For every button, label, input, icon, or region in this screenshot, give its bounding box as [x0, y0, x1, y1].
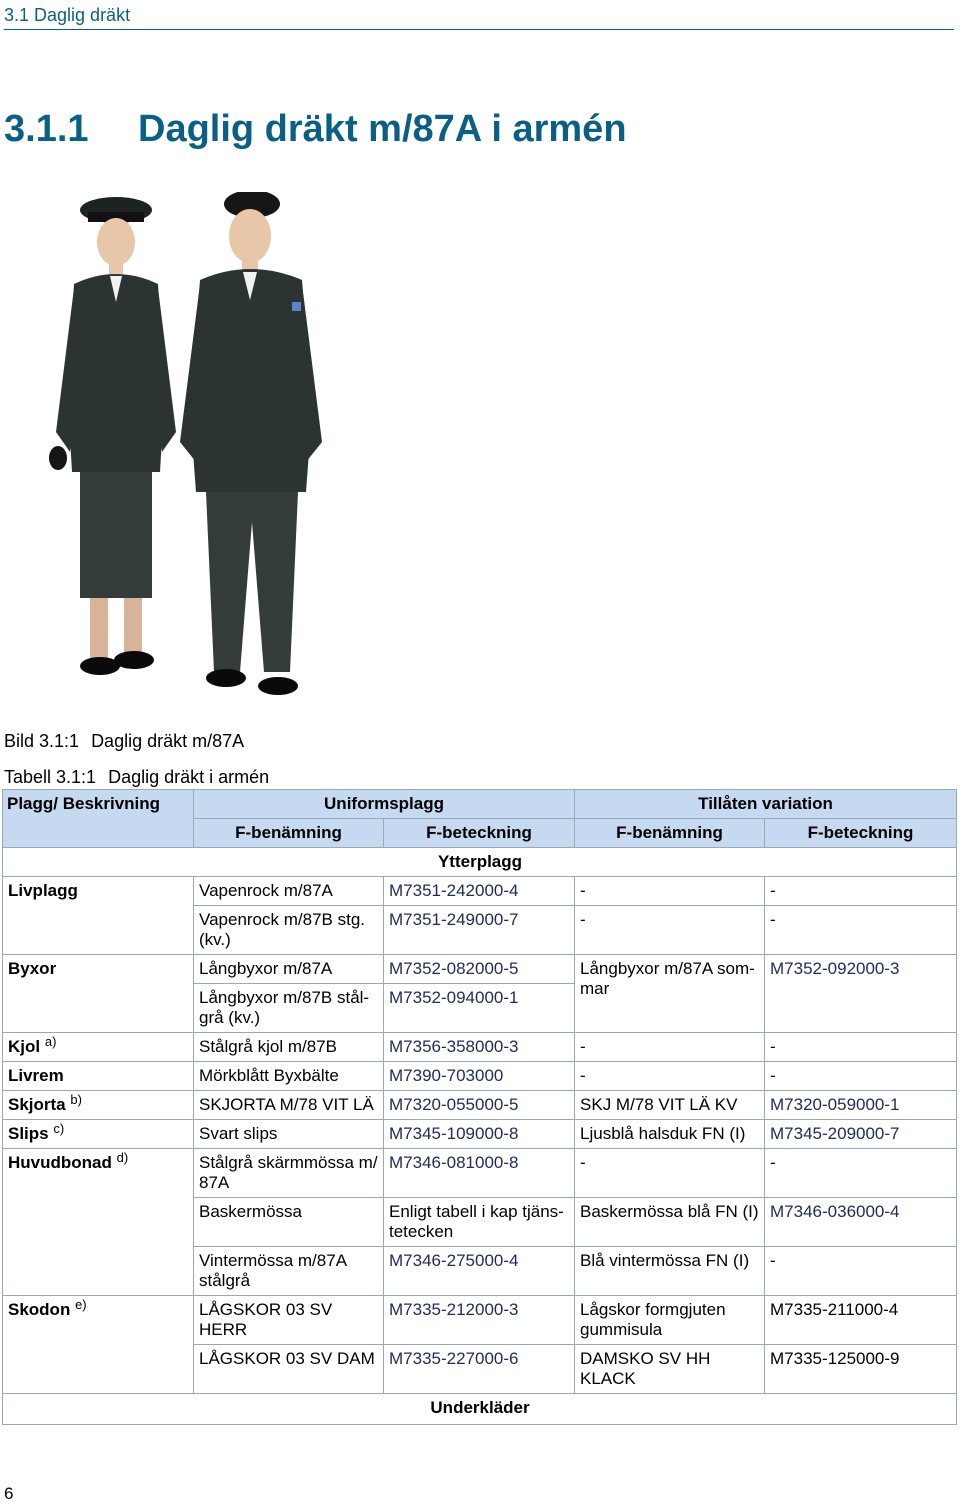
table-row: [3, 877, 957, 906]
header-variation-f-benamning: F-benämning: [575, 819, 765, 848]
cell-var-name: -: [575, 906, 765, 955]
cell-var-code: M7346-036000-4: [765, 1198, 957, 1247]
cell-name: Långbyxor m/87B stålgrå (kv.): [194, 984, 384, 1033]
cell-var-name: Baskermössa blå FN (I): [575, 1198, 765, 1247]
cell-name: SKJORTA M/78 VIT LÄ: [194, 1091, 384, 1120]
cell-var-code: -: [765, 877, 957, 906]
row-label-text: Skjorta: [8, 1095, 66, 1114]
cell-name: Vapenrock m/87B stg. (kv.): [194, 906, 384, 955]
cell-name: Vapenrock m/87A: [194, 877, 384, 906]
header-variation-f-beteckning: F-beteckning: [765, 819, 957, 848]
footnote-marker: b): [70, 1092, 82, 1107]
table-row: [3, 1247, 957, 1296]
cell-code: M7320-055000-5: [384, 1091, 575, 1120]
row-label-empty: [3, 1198, 194, 1247]
row-label-empty: [3, 906, 194, 955]
running-header: [4, 5, 954, 30]
cell-var-code: -: [765, 906, 957, 955]
cell-var-name: Blå vintermössa FN (I): [575, 1247, 765, 1296]
cell-code: M7346-081000-8: [384, 1149, 575, 1198]
section-heading-number: 3.1.1: [4, 108, 89, 150]
cell-code: M7351-242000-4: [384, 877, 575, 906]
cell-var-name: Långbyxor m/87A sommar: [575, 955, 765, 1033]
row-label-text: Kjol: [8, 1037, 41, 1056]
row-label-livrem: Livrem: [3, 1062, 194, 1091]
cell-var-code: -: [765, 1062, 957, 1091]
header-variation: Tillåten variation: [575, 790, 957, 819]
running-header-text: 3.1 Daglig dräkt: [4, 5, 131, 25]
cell-var-name: -: [575, 1149, 765, 1198]
header-uniformsplagg: Uniformsplagg: [194, 790, 575, 819]
row-label-kjol: [3, 1033, 194, 1062]
row-label-empty: [3, 984, 194, 1033]
cell-code: M7352-082000-5: [384, 955, 575, 984]
cell-var-name: DAMSKO SV HH KLACK: [575, 1345, 765, 1394]
cell-name: Stålgrå kjol m/87B: [194, 1033, 384, 1062]
footnote-marker: a): [44, 1034, 57, 1049]
table-caption-label: Tabell 3.1:1: [4, 767, 97, 787]
table-row: [3, 1198, 957, 1247]
cell-code: M7335-227000-6: [384, 1345, 575, 1394]
row-label-skodon: [3, 1296, 194, 1345]
row-label-huvudbonad: [3, 1149, 194, 1198]
cell-var-name: -: [575, 1033, 765, 1062]
cell-var-code: M7352-092000-3: [765, 955, 957, 1033]
table-caption: [4, 767, 269, 788]
cell-name: Långbyxor m/87A: [194, 955, 384, 984]
section-underklader: Underkläder: [3, 1394, 957, 1425]
section-row: [3, 848, 957, 877]
cell-code: M7356-358000-3: [384, 1033, 575, 1062]
figure-caption-title: Daglig dräkt m/87A: [91, 731, 245, 751]
cell-var-name: -: [575, 877, 765, 906]
table-row: [3, 1345, 957, 1394]
footnote-marker: d): [116, 1150, 129, 1165]
cell-var-name: SKJ M/78 VIT LÄ KV: [575, 1091, 765, 1120]
cell-code: M7345-109000-8: [384, 1120, 575, 1149]
cell-var-code: -: [765, 1247, 957, 1296]
cell-code: M7352-094000-1: [384, 984, 575, 1033]
page-number: 6: [4, 1484, 14, 1503]
figure-caption-label: Bild 3.1:1: [4, 731, 80, 751]
cell-var-code: -: [765, 1033, 957, 1062]
cell-name: Baskermössa: [194, 1198, 384, 1247]
uniform-table: [2, 789, 957, 1425]
table-row: [3, 1033, 957, 1062]
section-row: [3, 1394, 957, 1425]
cell-name: Svart slips: [194, 1120, 384, 1149]
table-header-row: [3, 790, 957, 819]
cell-code: Enligt tabell i kap tjänstetecken: [384, 1198, 575, 1247]
table-row: [3, 1149, 957, 1198]
cell-code: M7346-275000-4: [384, 1247, 575, 1296]
table-row: [3, 1296, 957, 1345]
cell-var-code: M7335-211000-4: [765, 1296, 957, 1345]
row-label-livplagg: Livplagg: [3, 877, 194, 906]
header-f-beteckning: F-beteckning: [384, 819, 575, 848]
cell-var-name: Lågskor formgjuten gummisula: [575, 1296, 765, 1345]
table-row: [3, 906, 957, 955]
cell-name: Mörkblått Byxbälte: [194, 1062, 384, 1091]
uniform-photo: [30, 192, 350, 712]
cell-var-code: M7320-059000-1: [765, 1091, 957, 1120]
cell-var-name: -: [575, 1062, 765, 1091]
row-label-byxor: Byxor: [3, 955, 194, 984]
table-row: [3, 955, 957, 984]
section-heading-title: Daglig dräkt m/87A i armén: [138, 108, 627, 150]
table-caption-title: Daglig dräkt i armén: [108, 767, 270, 787]
section-heading: [4, 108, 627, 151]
cell-var-code: M7335-125000-9: [765, 1345, 957, 1394]
cell-var-name: Ljusblå halsduk FN (I): [575, 1120, 765, 1149]
cell-name: LÅGSKOR 03 SV DAM: [194, 1345, 384, 1394]
row-label-skjorta: [3, 1091, 194, 1120]
cell-code: M7335-212000-3: [384, 1296, 575, 1345]
table-row: [3, 1120, 957, 1149]
footnote-marker: e): [75, 1297, 87, 1312]
cell-var-code: -: [765, 1149, 957, 1198]
footnote-marker: c): [53, 1121, 65, 1136]
cell-name: Stålgrå skärmmössa m/ 87A: [194, 1149, 384, 1198]
cell-var-code: M7345-209000-7: [765, 1120, 957, 1149]
cell-name: LÅGSKOR 03 SV HERR: [194, 1296, 384, 1345]
man-figure: [180, 192, 322, 695]
row-label-text: Huvudbonad: [8, 1153, 112, 1172]
woman-figure: [49, 197, 176, 675]
row-label-empty: [3, 1247, 194, 1296]
row-label-text: Slips: [8, 1124, 49, 1143]
header-plagg: Plagg/ Beskrivning: [3, 790, 194, 848]
figure-caption: [4, 731, 244, 752]
cell-name: Vintermössa m/87A stålgrå: [194, 1247, 384, 1296]
row-label-text: Skodon: [8, 1300, 71, 1319]
section-ytterplagg: Ytterplagg: [3, 848, 957, 877]
row-label-empty: [3, 1345, 194, 1394]
header-f-benamning: F-benämning: [194, 819, 384, 848]
table-row: [3, 1091, 957, 1120]
table-row: [3, 1062, 957, 1091]
cell-code: M7351-249000-7: [384, 906, 575, 955]
cell-code: M7390-703000: [384, 1062, 575, 1091]
row-label-slips: [3, 1120, 194, 1149]
